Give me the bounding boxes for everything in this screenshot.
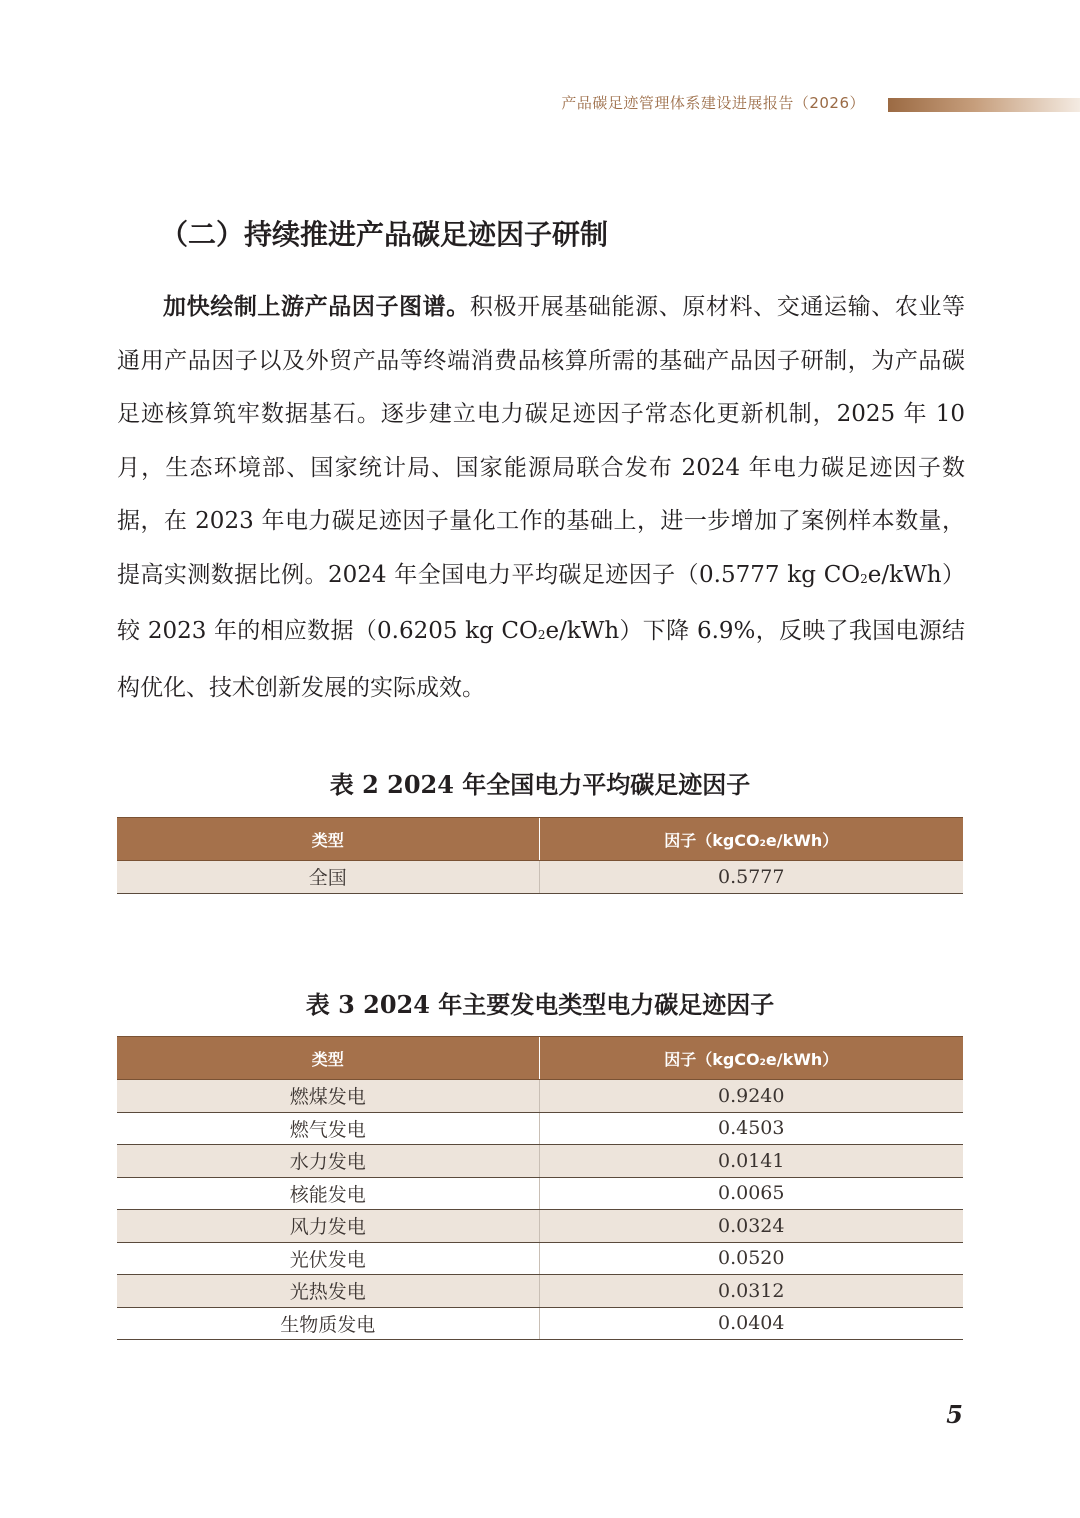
section-title: （二）持续推进产品碳足迹因子研制 xyxy=(160,218,609,251)
table-header-row xyxy=(117,1037,963,1080)
paragraph-text-1: 积极开展基础能源、原材料、交通运输、农业等通用产品因子以及外贸产品等终端消费品核算所需的基础产品因子研制，为产品碳足迹核算筑牢数据基石。逐步建立电力碳足迹因子常态化更新机制，2025 年 10 月，生态环境部、国家统计局、国家能源局联合发布 2024 年电力碳足迹因子数据，在 2023 年电力碳足迹因子量化工作的基础上，进一步增加了案例样本数量，提高实测数据比例。2024 年全国电力平均碳足迹因子（0.5777 kg CO xyxy=(117,294,966,588)
body-paragraph xyxy=(117,280,965,715)
cell-factor: 0.4503 xyxy=(539,1112,963,1145)
paragraph-text-3: e/kWh）下降 6.9%，反映了我国电源结构优化、技术创新发展的实际成效。 xyxy=(117,618,965,701)
column-header-type: 类型 xyxy=(117,1037,539,1080)
cell-type: 核能发电 xyxy=(117,1177,539,1210)
table-row xyxy=(117,1112,963,1145)
table-row xyxy=(117,1080,963,1113)
cell-factor: 0.0520 xyxy=(539,1242,963,1275)
table-row xyxy=(117,1177,963,1210)
cell-factor: 0.0324 xyxy=(539,1210,963,1243)
cell-type: 水力发电 xyxy=(117,1145,539,1178)
cell-factor: 0.0312 xyxy=(539,1275,963,1308)
table-row xyxy=(117,861,963,894)
cell-type: 生物质发电 xyxy=(117,1307,539,1340)
column-header-type: 类型 xyxy=(117,818,539,861)
cell-type: 光热发电 xyxy=(117,1275,539,1308)
table-row xyxy=(117,1145,963,1178)
cell-type: 燃气发电 xyxy=(117,1112,539,1145)
page-number: 5 xyxy=(946,1400,963,1429)
table-row xyxy=(117,1307,963,1340)
paragraph-lead: 加快绘制上游产品因子图谱。 xyxy=(163,293,470,320)
cell-factor: 0.0065 xyxy=(539,1177,963,1210)
cell-type: 全国 xyxy=(117,861,539,894)
column-header-factor: 因子（kgCO2e/kWh） xyxy=(539,818,963,861)
cell-factor: 0.0141 xyxy=(539,1145,963,1178)
table-3-caption: 表 3 2024 年主要发电类型电力碳足迹因子 xyxy=(305,990,775,1019)
cell-type: 风力发电 xyxy=(117,1210,539,1243)
subscript-2: 2 xyxy=(860,571,868,586)
cell-type: 光伏发电 xyxy=(117,1242,539,1275)
paragraph-text-2: e/kWh）较 2023 年的相应数据（0.6205 kg CO xyxy=(117,561,965,644)
table-row xyxy=(117,1210,963,1243)
cell-factor: 0.9240 xyxy=(539,1080,963,1113)
cell-type: 燃煤发电 xyxy=(117,1080,539,1113)
table-3 xyxy=(117,1036,963,1340)
table-header-row xyxy=(117,818,963,861)
table-row xyxy=(117,1275,963,1308)
header-decorative-bar xyxy=(888,98,1080,112)
column-header-factor: 因子（kgCO2e/kWh） xyxy=(539,1037,963,1080)
cell-factor: 0.0404 xyxy=(539,1307,963,1340)
subscript-2: 2 xyxy=(537,628,546,642)
cell-factor: 0.5777 xyxy=(539,861,963,894)
table-row xyxy=(117,1242,963,1275)
table-2 xyxy=(117,817,963,894)
running-header-title: 产品碳足迹管理体系建设进展报告（2026） xyxy=(561,94,865,112)
table-2-caption: 表 2 2024 年全国电力平均碳足迹因子 xyxy=(329,770,751,799)
